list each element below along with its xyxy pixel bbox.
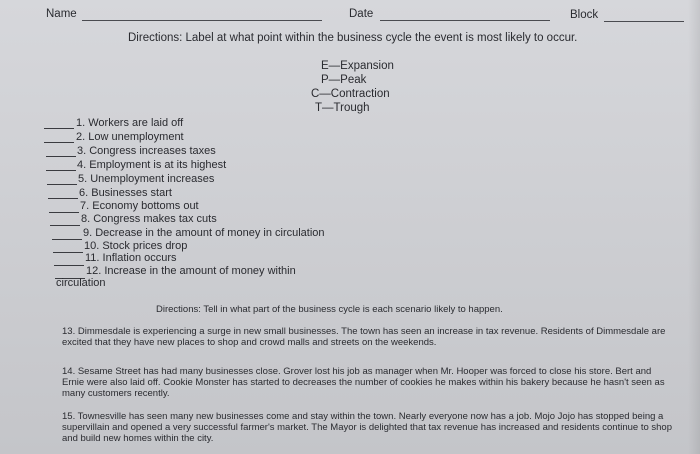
list-item: 1. Workers are laid off xyxy=(76,117,184,129)
key-contraction: C—Contraction xyxy=(311,88,390,100)
list-item: 2. Low unemployment xyxy=(76,131,184,143)
list-item: 8. Congress makes tax cuts xyxy=(81,213,217,225)
block-line xyxy=(604,21,684,22)
list-item: 11. Inflation occurs xyxy=(85,252,177,264)
key-peak: P—Peak xyxy=(321,74,367,86)
list-item: 10. Stock prices drop xyxy=(84,240,188,252)
list-item: 3. Congress increases taxes xyxy=(77,145,216,157)
answer-blank[interactable] xyxy=(44,142,74,143)
answer-blank[interactable] xyxy=(50,225,80,226)
answer-blank[interactable] xyxy=(54,265,84,266)
answer-blank[interactable] xyxy=(49,212,79,213)
list-item: 12. Increase in the amount of money within xyxy=(86,265,296,277)
answer-blank[interactable] xyxy=(53,252,83,253)
scenario-15: 15. Townesville has seen many new businesses come and stay within the town. Nearly everyone now has a job. Mojo Jojo has stopped being a supervillain and opened a very successful farmer's market. The Mayor is delighted that tax revenue has increased and residents continue to shop and build new homes within the city. xyxy=(62,411,672,444)
answer-blank[interactable] xyxy=(46,170,76,171)
list-item: 4. Employment is at its highest xyxy=(77,159,227,171)
scenario-14: 14. Sesame Street has had many businesses close. Grover lost his job as manager when Mr. Hooper was forced to close his store. Bert and Ernie were also laid off. Cookie Monster has started to decreases the number of cookies he makes within his bakery because he hasn't seen as many customers recently. xyxy=(62,366,665,399)
list-item: 5. Unemployment increases xyxy=(78,173,215,185)
date-label: Date xyxy=(349,8,374,20)
directions-label-cycle: Directions: Label at what point within the business cycle the event is most likely to occur. xyxy=(128,32,578,44)
block-label: Block xyxy=(570,9,599,21)
scenario-13: 13. Dimmesdale is experiencing a surge in new small businesses. The town has seen an increase in tax revenue. Residents of Dimmesdale are excited that they have new places to shop and crowd malls and streets on the weekends. xyxy=(62,326,666,348)
date-line xyxy=(380,20,550,21)
key-trough: T—Trough xyxy=(315,102,370,114)
list-item: 7. Economy bottoms out xyxy=(80,200,199,212)
list-item-continuation: circulation xyxy=(56,277,106,289)
answer-blank[interactable] xyxy=(48,198,78,199)
list-item: 9. Decrease in the amount of money in circulation xyxy=(83,227,325,239)
directions-scenarios: Directions: Tell in what part of the business cycle is each scenario likely to happen. xyxy=(156,304,503,315)
answer-blank[interactable] xyxy=(52,239,82,240)
answer-blank[interactable] xyxy=(44,128,74,129)
answer-blank[interactable] xyxy=(47,184,77,185)
answer-blank[interactable] xyxy=(46,156,76,157)
name-line xyxy=(82,20,322,21)
list-item: 6. Businesses start xyxy=(79,187,172,199)
name-label: Name xyxy=(46,8,77,20)
page-shadow xyxy=(688,0,700,454)
key-expansion: E—Expansion xyxy=(321,60,394,72)
